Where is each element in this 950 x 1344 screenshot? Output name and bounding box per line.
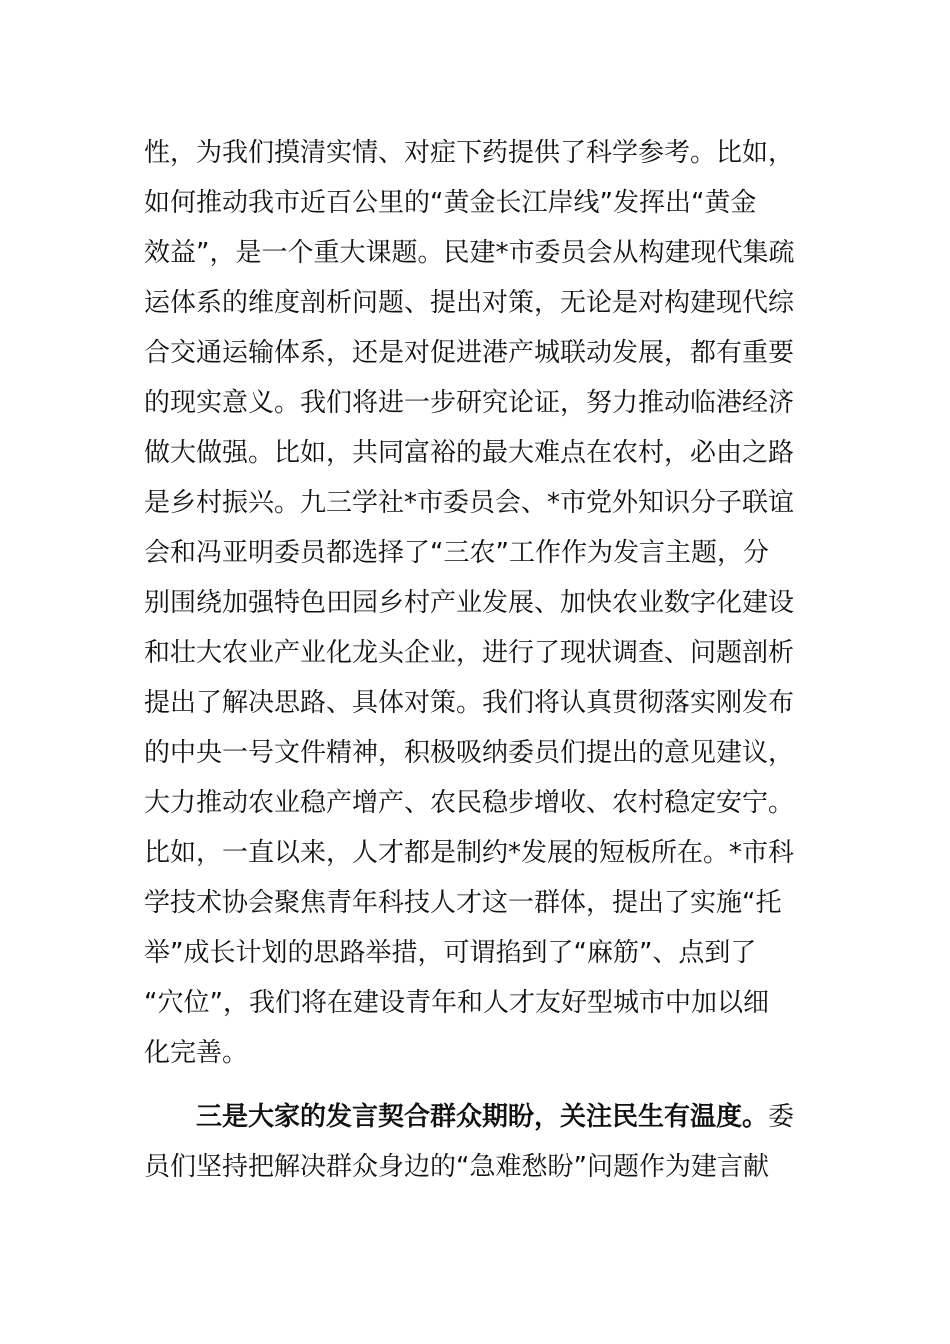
text-line: 是乡村振兴。九三学社*市委员会、*市党外知识分子联谊: [144, 488, 795, 518]
text-line: “穴位”，我们将在建设青年和人才友好型城市中加以细: [144, 988, 769, 1018]
text-line: 和壮大农业产业化龙头企业，进行了现状调查、问题剖析: [144, 638, 795, 668]
text-line: 运体系的维度剖析问题、提出对策，无论是对构建现代综: [144, 288, 795, 318]
text-line: [144, 1092, 808, 1142]
text-line: 如何推动我市近百公里的“黄金长江岸线”发挥出“黄金: [144, 188, 757, 218]
text-line: 员们坚持把解决群众身边的“急难愁盼”问题作为建言献: [144, 1152, 769, 1182]
paragraph-1: [144, 128, 808, 1078]
text-line: 举”成长计划的思路举措，可谓掐到了“麻筋”、点到了: [144, 938, 757, 968]
bold-lead-sentence: 三是大家的发言契合群众期盼，关注民生有温度。: [196, 1102, 769, 1132]
text-line: 的中央一号文件精神，积极吸纳委员们提出的意见建议，: [144, 738, 795, 768]
text-line: 做大做强。比如，共同富裕的最大难点在农村，必由之路: [144, 438, 795, 468]
text-line: 合交通运输体系，还是对促进港产城联动发展，都有重要: [144, 338, 795, 368]
paragraph-spacing: [144, 1078, 808, 1092]
text-line: 会和冯亚明委员都选择了“三农”工作作为发言主题，分: [144, 538, 769, 568]
text-line: 提出了解决思路、具体对策。我们将认真贯彻落实刚发布: [144, 688, 795, 718]
text-line: 效益”，是一个重大课题。民建*市委员会从构建现代集疏: [144, 238, 795, 268]
text-line: 别围绕加强特色田园乡村产业发展、加快农业数字化建设: [144, 588, 795, 618]
text-line: 化完善。: [144, 1038, 249, 1068]
text-line: 学技术协会聚焦青年科技人才这一群体，提出了实施“托: [144, 888, 782, 918]
text-line: 的现实意义。我们将进一步研究论证，努力推动临港经济: [144, 388, 795, 418]
text-continuation: 委: [768, 1102, 795, 1132]
text-line: 比如，一直以来，人才都是制约*发展的短板所在。*市科: [144, 838, 795, 868]
paragraph-2: [144, 1092, 808, 1192]
text-line: 大力推动农业稳产增产、农民稳步增收、农村稳定安宁。: [144, 788, 795, 818]
text-line: 性，为我们摸清实情、对症下药提供了科学参考。比如，: [144, 138, 795, 168]
body-text: [144, 128, 808, 1192]
